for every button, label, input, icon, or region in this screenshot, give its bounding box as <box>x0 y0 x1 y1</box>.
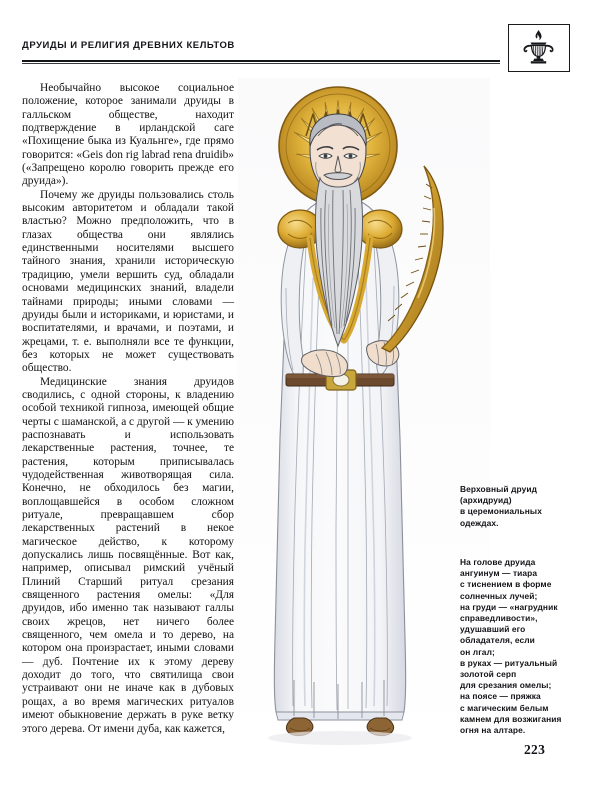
caption-line: ангуинум — тиара <box>460 568 538 579</box>
illustration-caption-details <box>460 557 596 736</box>
page-number: 223 <box>524 742 546 757</box>
caption-line: одеждах. <box>460 517 499 528</box>
caption-line: На голове друида <box>460 557 536 567</box>
running-head-title: ДРУИДЫ И РЕЛИГИЯ ДРЕВНИХ КЕЛЬТОВ <box>22 40 235 51</box>
caption-line: Верховный друид <box>460 484 538 494</box>
header-rule-thin <box>22 63 500 64</box>
caption-line: обладателя, если <box>460 635 535 646</box>
caption-line: огня на алтаре. <box>460 725 526 736</box>
body-text-column <box>22 82 234 736</box>
illustration-caption-primary <box>460 484 592 529</box>
caption-line: золотой серп <box>460 669 517 680</box>
caption-line: он лгал; <box>460 646 495 657</box>
caption-line: справедливости», <box>460 613 538 624</box>
header-rule <box>22 60 500 64</box>
caption-line: удушавший его <box>460 624 526 635</box>
caption-line: на поясе — пряжка <box>460 691 541 702</box>
caption-line: солнечных лучей; <box>460 590 538 601</box>
paragraph: Медицинские знания друидов сводились, с одной стороны, к владению особой техникой гипноза, имеющей общие черты с шаманской, а с другой — к умению распознавать и использовать лекарственные растения, точнее, те растения, которым приписывалась чудодейственная животворящая сила. Конечно, не обходилось без магии, воплощавшейся в особом сложном ритуале, превращавшем сбор лекарственных растений в некое магическое действо, к которому допускались лишь посвящённые. Вот как, например, описывал римский учёный Плиний Старший ритуал срезания священного растения омелы: «Для друидов, ибо именно так называют галлы своих жрецов, нет ничего более священного, чем омела и то дерево, на котором она произрастает, иными словами — дуб. Почтение их к этому дереву доходит до того, что святилища свои устраивают они не иначе как в дубовых рощах, а во время магических ритуалов имеют обыкновение держать в руке ветку этого дерева. От имени дуба, как кажется, <box>22 375 234 735</box>
paragraph: Необычайно высокое социальное положение, которое занимали друиды в галльском обществе, находит подтверждение в ирландской саге «Похищение быка из Куальнге», где прямо говорится: «Geis don rig labrad rena druidib» («Запрещено королю говорить прежде его друида»). <box>22 82 234 188</box>
caption-line: на груди — «нагрудник <box>460 601 558 612</box>
caption-line: для срезания омелы; <box>460 680 552 691</box>
caption-line: камнем для возжигания <box>460 713 562 724</box>
druid-illustration <box>238 78 490 768</box>
caption-line: в церемониальных <box>460 506 542 517</box>
caption-line: с тиснением в форме <box>460 579 552 590</box>
paragraph: Почему же друиды пользовались столь высоким авторитетом и обладали такой властью? Можно предположить, что в глазах общества они являлись единственными носителями высшего тайного знания, хранили историческую традицию, умели вершить суд, обладали основами медицинских знаний, владели тайнами природы; иными словами — друиды были и историками, и юристами, и воспитателями, и врачами, и поэтами, и жрецами, т. е. выполняли все те функции, без которых не может существовать общество. <box>22 188 234 375</box>
caption-line: в руках — ритуальный <box>460 657 558 668</box>
caption-line: (архидруид) <box>460 495 512 506</box>
caption-line: с магическим белым <box>460 702 549 713</box>
flaming-urn-icon <box>508 24 570 72</box>
header-rule-thick <box>22 60 500 62</box>
